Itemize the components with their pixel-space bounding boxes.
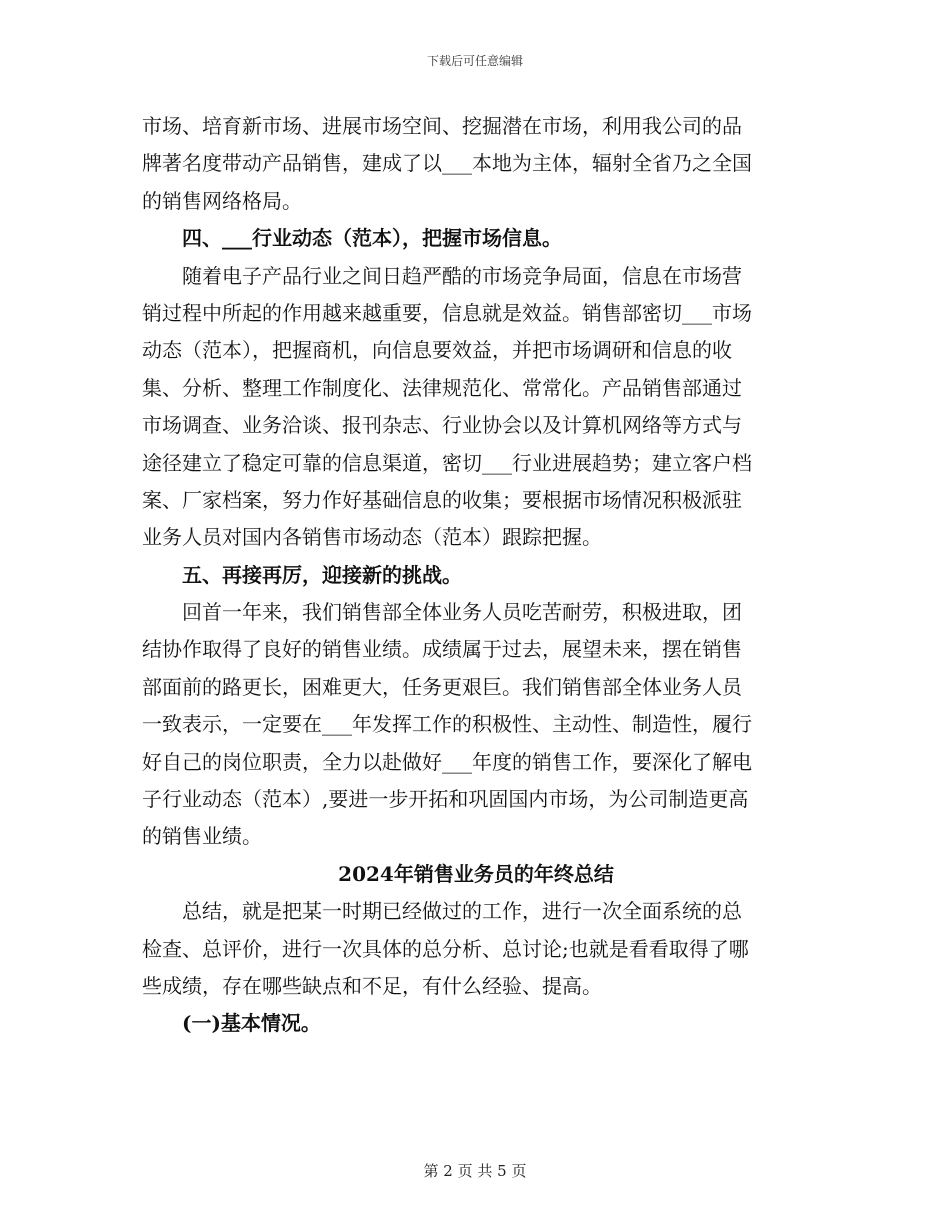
body-line: 的销售业绩。 — [142, 824, 262, 849]
section-heading-5: 五、再接再厉，迎接新的挑战。 — [182, 562, 462, 587]
body-line: 总结，就是把某一时期已经做过的工作，进行一次全面系统的总 — [182, 899, 742, 924]
body-line: 动态（范本），把握商机，向信息要效益，并把市场调研和信息的收 — [142, 338, 732, 363]
document-title: 2024年销售业务员的年终总结 — [338, 861, 614, 886]
body-line: 检查、总评价，进行一次具体的总分析、总讨论;也就是看看取得了哪 — [142, 936, 749, 961]
section-heading-4: 四、___行业动态（范本），把握市场信息。 — [182, 226, 562, 251]
body-line: 牌著名度带动产品销售，建成了以___本地为主体，辐射全省乃之全国 — [142, 151, 752, 176]
body-line: 结协作取得了良好的销售业绩。成绩属于过去，展望未来，摆在销售 — [142, 637, 742, 662]
body-line: 回首一年来，我们销售部全体业务人员吃苦耐劳，积极进取，团 — [182, 600, 742, 625]
page-header: 下载后可任意编辑 — [426, 54, 523, 68]
body-line: 途径建立了稳定可靠的信息渠道，密切___行业进展趋势；建立客户档 — [142, 450, 752, 475]
body-line: 业务人员对国内各销售市场动态（范本）跟踪把握。 — [142, 525, 602, 550]
body-line: 部面前的路更长，困难更大，任务更艰巨。我们销售部全体业务人员 — [142, 674, 742, 699]
body-line: 案、厂家档案，努力作好基础信息的收集；要根据市场情况积极派驻 — [142, 487, 742, 512]
body-line: 些成绩，存在哪些缺点和不足，有什么经验、提高。 — [142, 973, 602, 998]
subsection-heading: (一)基本情况。 — [182, 1011, 321, 1036]
body-line: 子行业动态（范本）,要进一步开拓和巩固国内市场，为公司制造更高 — [142, 787, 749, 812]
body-line: 的销售网络格局。 — [142, 188, 302, 213]
body-line: 市场调查、业务洽谈、报刊杂志、行业协会以及计算机网络等方式与 — [142, 413, 742, 438]
page-footer: 第 2 页 共 5 页 — [423, 1162, 527, 1180]
body-line: 集、分析、整理工作制度化、法律规范化、常常化。产品销售部通过 — [142, 375, 742, 400]
body-line: 市场、培育新市场、进展市场空间、挖掘潜在市场，利用我公司的品 — [142, 114, 742, 138]
body-line: 随着电子产品行业之间日趋严酷的市场竞争局面，信息在市场营 — [182, 263, 742, 288]
document-body — [142, 108, 810, 1043]
body-line: 销过程中所起的作用越来越重要，信息就是效益。销售部密切___市场 — [142, 300, 752, 325]
body-line: 一致表示，一定要在___年发挥工作的积极性、主动性、制造性，履行 — [142, 712, 752, 737]
body-line: 好自己的岗位职责，全力以赴做好___年度的销售工作，要深化了解电 — [142, 749, 752, 774]
